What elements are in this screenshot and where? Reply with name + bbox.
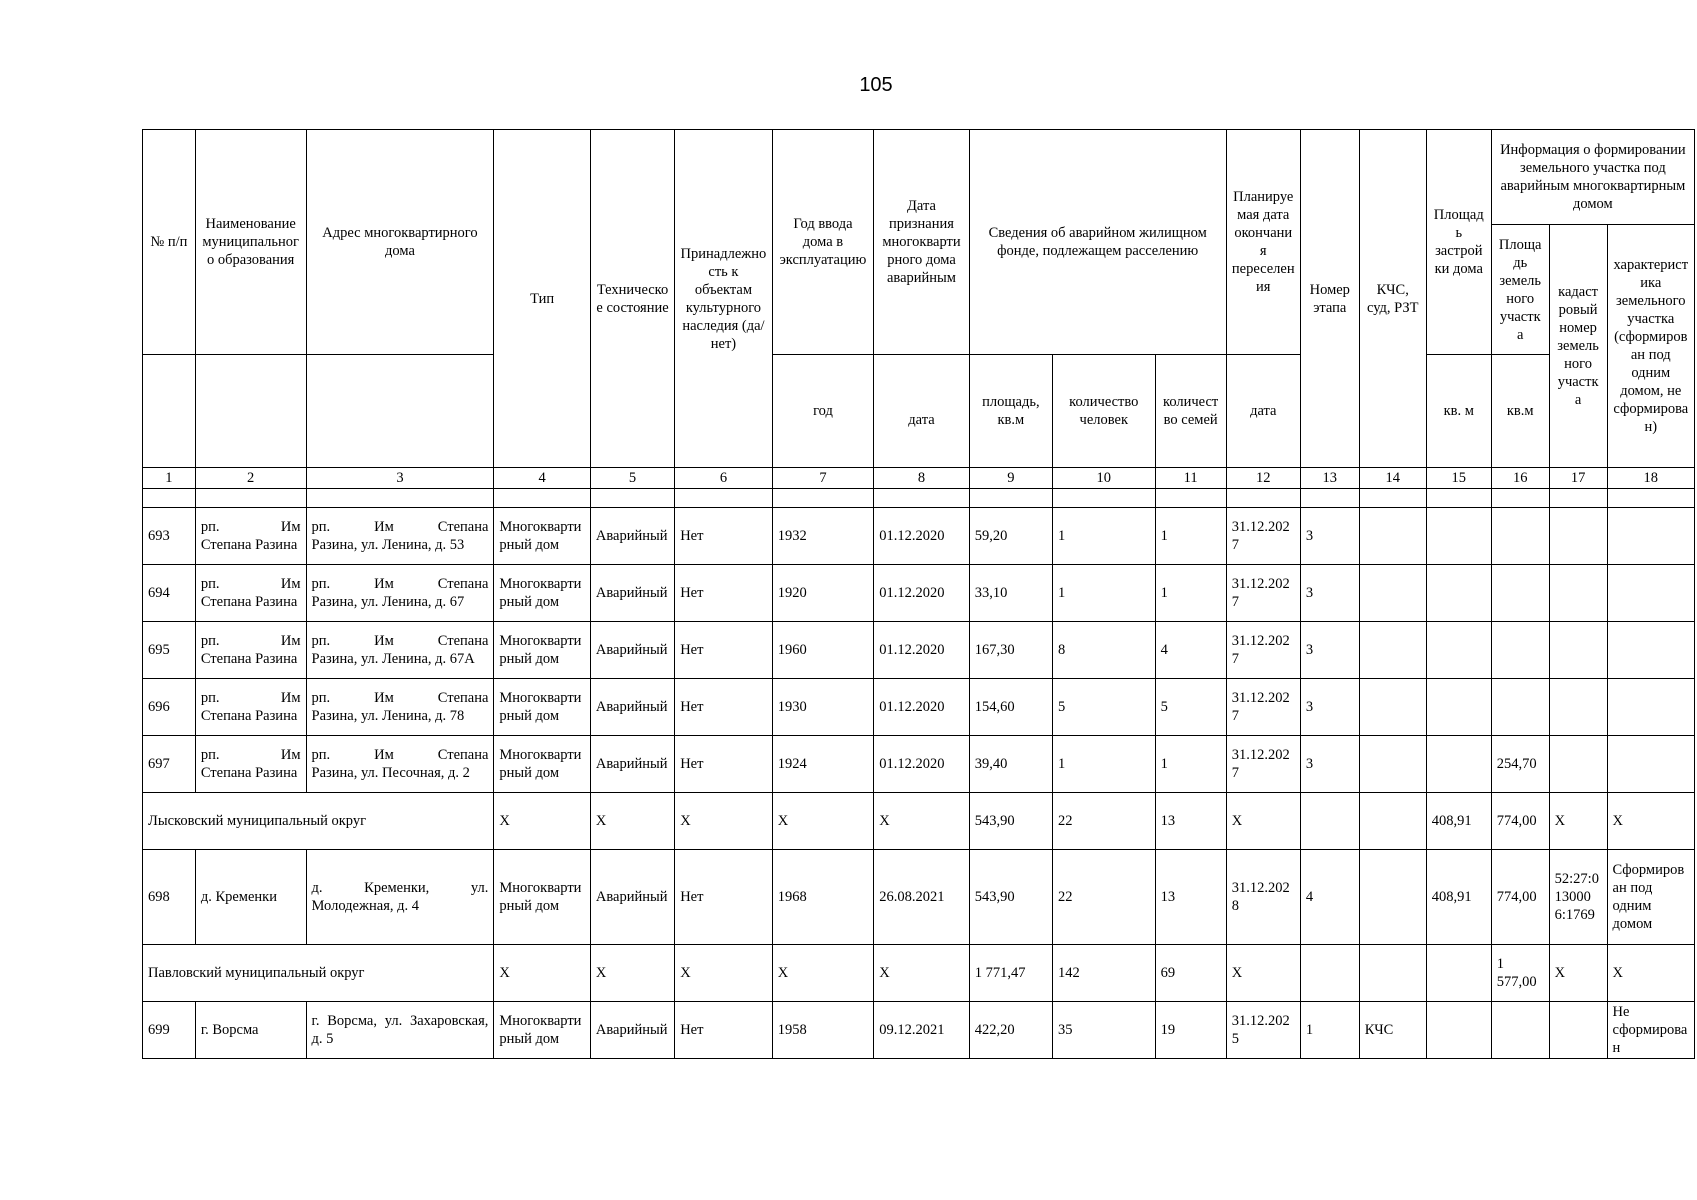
subtotal-area: 1 771,47 [969, 945, 1052, 1002]
subtotal-heritage: X [675, 793, 773, 850]
row-build: 408,91 [1426, 850, 1491, 945]
col-number: 16 [1491, 468, 1549, 489]
emergency-housing-table [142, 129, 1695, 1059]
subtotal-families: 13 [1155, 793, 1226, 850]
row-people: 35 [1053, 1002, 1156, 1059]
row-cad [1549, 508, 1607, 565]
row-plan: 31.12.2027 [1226, 679, 1300, 736]
header-c18: характеристика земельного участка (сформирован под одним домом, не сформирован) [1607, 225, 1694, 468]
row-area: 543,90 [969, 850, 1052, 945]
row-build [1426, 565, 1491, 622]
header-c6: Принадлежность к объектам культурного наследия (да/нет) [675, 130, 773, 468]
row-plan: 31.12.2025 [1226, 1002, 1300, 1059]
header-c7: Год ввода дома в эксплуатацию [772, 130, 874, 355]
row-kchs [1359, 850, 1426, 945]
subtotal-stage [1300, 793, 1359, 850]
row-year: 1958 [772, 1002, 874, 1059]
table-row [143, 622, 1695, 679]
row-kchs [1359, 736, 1426, 793]
subtotal-date: X [874, 793, 969, 850]
row-address: рп. Им Степана Разина, ул. Ленина, д. 78 [306, 679, 494, 736]
row-people: 1 [1053, 508, 1156, 565]
header-c4: Тип [494, 130, 590, 468]
row-stage: 3 [1300, 679, 1359, 736]
row-land [1491, 1002, 1549, 1059]
col-number: 14 [1359, 468, 1426, 489]
table-row [143, 1002, 1695, 1059]
subtotal-year: X [772, 945, 874, 1002]
row-municipality: рп. Им Степана Разина [195, 679, 306, 736]
row-municipality: г. Ворсма [195, 1002, 306, 1059]
col-number: 8 [874, 468, 969, 489]
row-number: 694 [143, 565, 196, 622]
subtotal-land: 1 577,00 [1491, 945, 1549, 1002]
table-row [143, 850, 1695, 945]
subtotal-plan: X [1226, 793, 1300, 850]
row-plan: 31.12.2027 [1226, 565, 1300, 622]
row-people: 1 [1053, 736, 1156, 793]
row-kchs [1359, 565, 1426, 622]
row-build [1426, 736, 1491, 793]
subtotal-char: X [1607, 945, 1694, 1002]
col-number: 13 [1300, 468, 1359, 489]
header-c11: количество семей [1155, 355, 1226, 468]
table-row [143, 736, 1695, 793]
row-number: 695 [143, 622, 196, 679]
row-number: 696 [143, 679, 196, 736]
row-families: 4 [1155, 622, 1226, 679]
subtotal-label: Лысковский муниципальный округ [143, 793, 494, 850]
row-build [1426, 508, 1491, 565]
subtotal-type: X [494, 945, 590, 1002]
row-char: Не сформирован [1607, 1002, 1694, 1059]
row-people: 22 [1053, 850, 1156, 945]
header-c17: кадастровый номер земельного участка [1549, 225, 1607, 468]
row-date: 01.12.2020 [874, 565, 969, 622]
row-municipality: рп. Им Степана Разина [195, 622, 306, 679]
header-c12: Планируемая дата окончания переселения [1226, 130, 1300, 355]
row-cad [1549, 679, 1607, 736]
header-c12-sub: дата [1226, 355, 1300, 468]
row-municipality: рп. Им Степана Разина [195, 565, 306, 622]
row-heritage: Нет [675, 622, 773, 679]
row-address: рп. Им Степана Разина, ул. Песочная, д. 2 [306, 736, 494, 793]
subtotal-cad: X [1549, 793, 1607, 850]
col-number: 2 [195, 468, 306, 489]
col-number: 1 [143, 468, 196, 489]
col-number: 6 [675, 468, 773, 489]
header-c2: Наименование муниципального образования [195, 130, 306, 355]
row-land [1491, 508, 1549, 565]
col-number: 4 [494, 468, 590, 489]
subtotal-people: 142 [1053, 945, 1156, 1002]
row-plan: 31.12.2027 [1226, 508, 1300, 565]
header-c16: Площадь земельного участка [1491, 225, 1549, 355]
row-number: 693 [143, 508, 196, 565]
col-number: 12 [1226, 468, 1300, 489]
header-c3-blank [306, 355, 494, 468]
row-municipality: рп. Им Степана Разина [195, 736, 306, 793]
row-year: 1930 [772, 679, 874, 736]
row-heritage: Нет [675, 736, 773, 793]
row-people: 8 [1053, 622, 1156, 679]
row-land [1491, 565, 1549, 622]
row-build [1426, 679, 1491, 736]
row-type: Многоквартирный дом [494, 508, 590, 565]
row-kchs: КЧС [1359, 1002, 1426, 1059]
row-char [1607, 508, 1694, 565]
header-group-9-11: Сведения об аварийном жилищном фонде, подлежащем расселению [969, 130, 1226, 355]
row-plan: 31.12.2027 [1226, 622, 1300, 679]
row-number: 697 [143, 736, 196, 793]
row-heritage: Нет [675, 679, 773, 736]
row-families: 1 [1155, 565, 1226, 622]
row-families: 5 [1155, 679, 1226, 736]
row-stage: 3 [1300, 736, 1359, 793]
row-char [1607, 736, 1694, 793]
row-cad [1549, 565, 1607, 622]
row-year: 1924 [772, 736, 874, 793]
row-year: 1932 [772, 508, 874, 565]
subtotal-kchs [1359, 945, 1426, 1002]
row-char [1607, 565, 1694, 622]
subtotal-date: X [874, 945, 969, 1002]
header-c3: Адрес многоквартирного дома [306, 130, 494, 355]
row-char: Сформирован под одним домом [1607, 850, 1694, 945]
row-plan: 31.12.2028 [1226, 850, 1300, 945]
row-land: 254,70 [1491, 736, 1549, 793]
subtotal-state: X [590, 793, 674, 850]
row-stage: 3 [1300, 508, 1359, 565]
page-number: 105 [859, 74, 893, 96]
subtotal-plan: X [1226, 945, 1300, 1002]
col-number: 18 [1607, 468, 1694, 489]
row-type: Многоквартирный дом [494, 1002, 590, 1059]
row-cad [1549, 622, 1607, 679]
row-date: 01.12.2020 [874, 622, 969, 679]
row-build [1426, 1002, 1491, 1059]
subtotal-build: 408,91 [1426, 793, 1491, 850]
subtotal-people: 22 [1053, 793, 1156, 850]
subtotal-kchs [1359, 793, 1426, 850]
header-c15-sub: кв. м [1426, 355, 1491, 468]
row-number: 698 [143, 850, 196, 945]
row-stage: 3 [1300, 565, 1359, 622]
subtotal-year: X [772, 793, 874, 850]
col-number: 7 [772, 468, 874, 489]
row-build [1426, 622, 1491, 679]
row-land [1491, 679, 1549, 736]
row-char [1607, 679, 1694, 736]
row-date: 01.12.2020 [874, 679, 969, 736]
header-group-16-18: Информация о формировании земельного участка под аварийным многоквартирным домом [1491, 130, 1694, 225]
col-number: 17 [1549, 468, 1607, 489]
row-address: рп. Им Степана Разина, ул. Ленина, д. 53 [306, 508, 494, 565]
row-date: 26.08.2021 [874, 850, 969, 945]
row-municipality: д. Кременки [195, 850, 306, 945]
row-kchs [1359, 508, 1426, 565]
row-state: Аварийный [590, 850, 674, 945]
row-number: 699 [143, 1002, 196, 1059]
row-address: рп. Им Степана Разина, ул. Ленина, д. 67 [306, 565, 494, 622]
subtotal-families: 69 [1155, 945, 1226, 1002]
subtotal-char: X [1607, 793, 1694, 850]
subtotal-build [1426, 945, 1491, 1002]
col-number: 9 [969, 468, 1052, 489]
subtotal-cad: X [1549, 945, 1607, 1002]
row-area: 154,60 [969, 679, 1052, 736]
row-type: Многоквартирный дом [494, 622, 590, 679]
row-area: 167,30 [969, 622, 1052, 679]
header-c8: Дата признания многоквартирного дома аварийным [874, 130, 969, 355]
row-municipality: рп. Им Степана Разина [195, 508, 306, 565]
header-c16-sub: кв.м [1491, 355, 1549, 468]
column-numbers-row [143, 468, 1695, 489]
row-stage: 1 [1300, 1002, 1359, 1059]
spacer-row [143, 489, 1695, 508]
row-cad: 52:27:0130006:1769 [1549, 850, 1607, 945]
subtotal-state: X [590, 945, 674, 1002]
row-area: 422,20 [969, 1002, 1052, 1059]
subtotal-land: 774,00 [1491, 793, 1549, 850]
row-heritage: Нет [675, 508, 773, 565]
row-year: 1968 [772, 850, 874, 945]
header-c1: № п/п [143, 130, 196, 355]
row-year: 1960 [772, 622, 874, 679]
row-families: 19 [1155, 1002, 1226, 1059]
row-families: 13 [1155, 850, 1226, 945]
row-stage: 3 [1300, 622, 1359, 679]
subtotal-label: Павловский муниципальный округ [143, 945, 494, 1002]
row-state: Аварийный [590, 1002, 674, 1059]
row-area: 33,10 [969, 565, 1052, 622]
col-number: 3 [306, 468, 494, 489]
table-row [143, 508, 1695, 565]
row-area: 59,20 [969, 508, 1052, 565]
row-char [1607, 622, 1694, 679]
header-c8-sub: дата [874, 355, 969, 468]
header-c10: количество человек [1053, 355, 1156, 468]
header-c1-blank [143, 355, 196, 468]
row-year: 1920 [772, 565, 874, 622]
row-heritage: Нет [675, 1002, 773, 1059]
row-date: 09.12.2021 [874, 1002, 969, 1059]
col-number: 15 [1426, 468, 1491, 489]
row-plan: 31.12.2027 [1226, 736, 1300, 793]
row-state: Аварийный [590, 565, 674, 622]
row-people: 5 [1053, 679, 1156, 736]
table-row [143, 679, 1695, 736]
row-date: 01.12.2020 [874, 736, 969, 793]
row-heritage: Нет [675, 850, 773, 945]
subtotal-heritage: X [675, 945, 773, 1002]
row-address: рп. Им Степана Разина, ул. Ленина, д. 67А [306, 622, 494, 679]
row-cad [1549, 736, 1607, 793]
col-number: 5 [590, 468, 674, 489]
subtotal-type: X [494, 793, 590, 850]
row-families: 1 [1155, 508, 1226, 565]
header-c15: Площадь застройки дома [1426, 130, 1491, 355]
row-area: 39,40 [969, 736, 1052, 793]
header-c2-blank [195, 355, 306, 468]
subtotal-area: 543,90 [969, 793, 1052, 850]
row-date: 01.12.2020 [874, 508, 969, 565]
row-cad [1549, 1002, 1607, 1059]
table-row [143, 565, 1695, 622]
header-c7-sub: год [772, 355, 874, 468]
header-c14: КЧС, суд, РЗТ [1359, 130, 1426, 468]
col-number: 11 [1155, 468, 1226, 489]
row-land [1491, 622, 1549, 679]
row-type: Многоквартирный дом [494, 679, 590, 736]
row-state: Аварийный [590, 679, 674, 736]
col-number: 10 [1053, 468, 1156, 489]
row-type: Многоквартирный дом [494, 736, 590, 793]
row-state: Аварийный [590, 508, 674, 565]
row-state: Аварийный [590, 622, 674, 679]
header-c9: площадь, кв.м [969, 355, 1052, 468]
row-type: Многоквартирный дом [494, 565, 590, 622]
header-c5: Техническое состояние [590, 130, 674, 468]
subtotal-row-lyskovo [143, 793, 1695, 850]
header-c13: Номер этапа [1300, 130, 1359, 468]
row-people: 1 [1053, 565, 1156, 622]
row-address: г. Ворсма, ул. Захаровская, д. 5 [306, 1002, 494, 1059]
row-kchs [1359, 679, 1426, 736]
row-state: Аварийный [590, 736, 674, 793]
subtotal-stage [1300, 945, 1359, 1002]
row-families: 1 [1155, 736, 1226, 793]
row-stage: 4 [1300, 850, 1359, 945]
row-heritage: Нет [675, 565, 773, 622]
row-land: 774,00 [1491, 850, 1549, 945]
row-kchs [1359, 622, 1426, 679]
subtotal-row-pavlovo [143, 945, 1695, 1002]
row-type: Многоквартирный дом [494, 850, 590, 945]
row-address: д. Кременки, ул. Молодежная, д. 4 [306, 850, 494, 945]
